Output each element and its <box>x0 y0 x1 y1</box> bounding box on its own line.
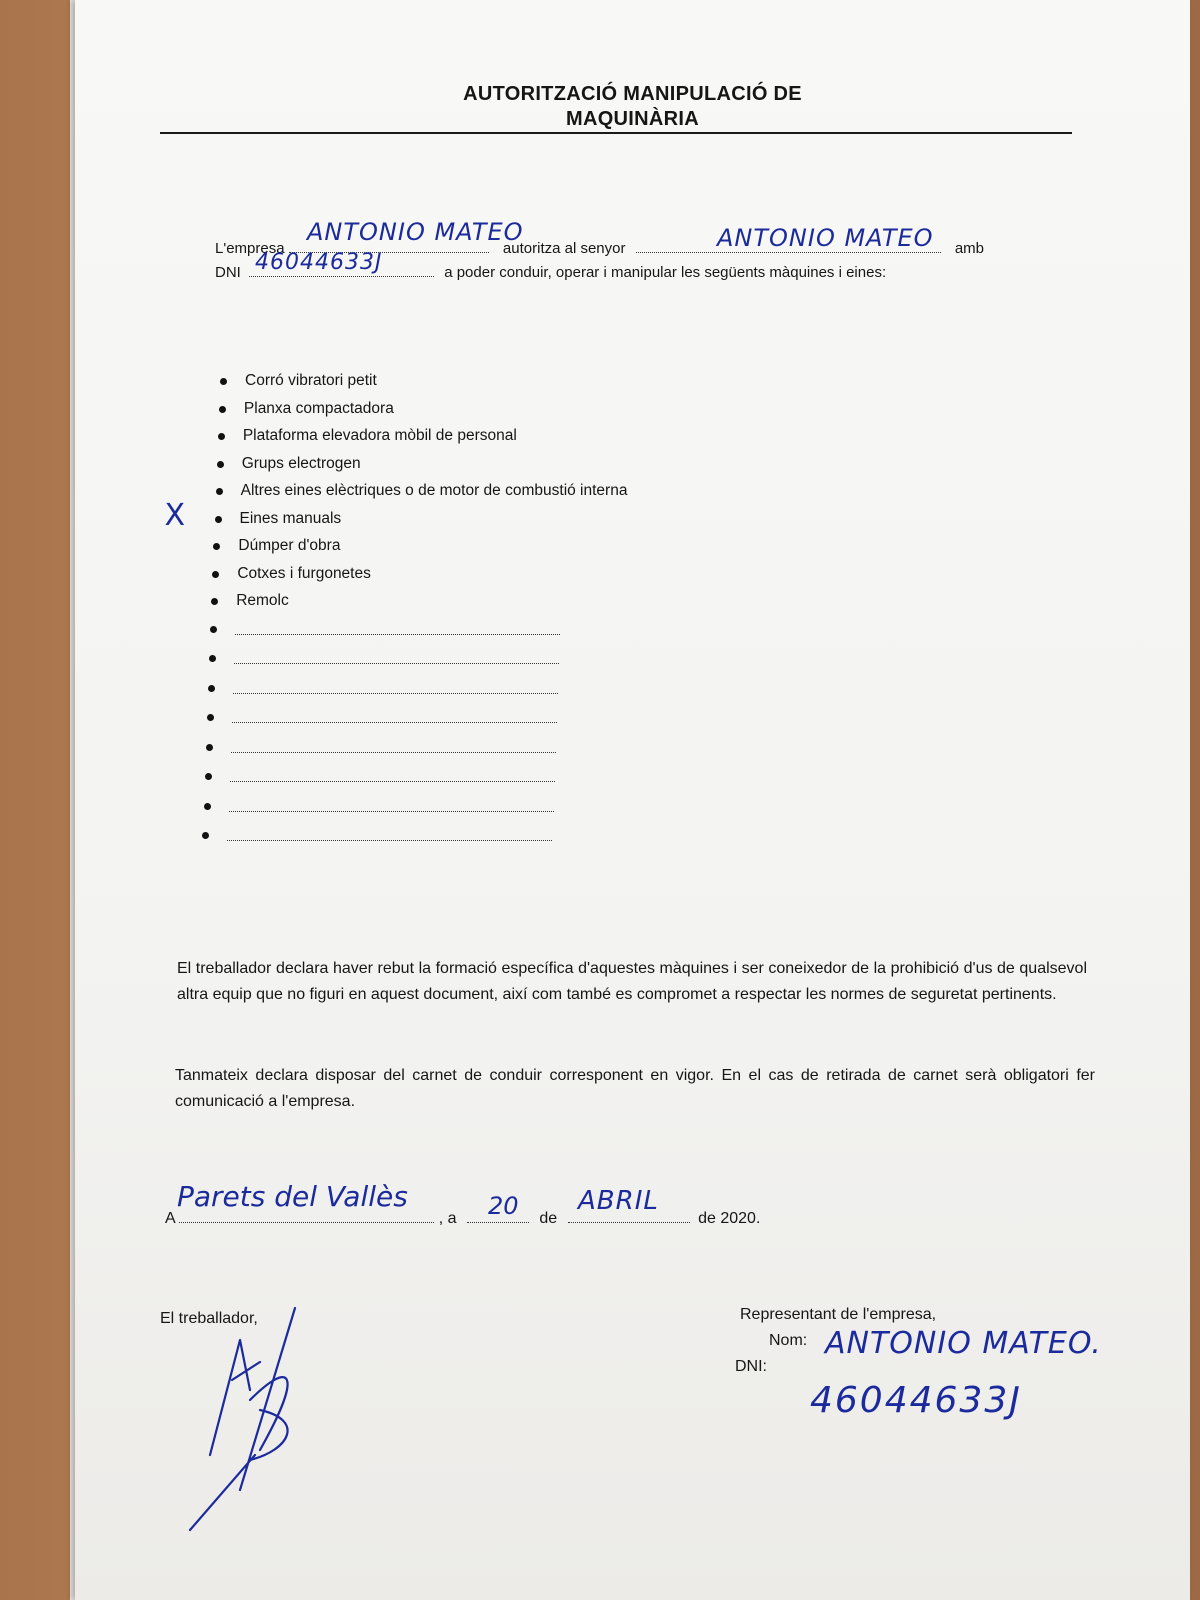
dni-handwritten: 46044633J <box>255 250 383 275</box>
rep-name-handwritten: ANTONIO MATEO. <box>825 1326 1102 1361</box>
title-underline <box>160 132 1072 134</box>
day-handwritten: 20 <box>488 1192 519 1220</box>
machine-item <box>211 592 623 620</box>
machine-item-label: Remolc <box>236 592 289 609</box>
autoritza-text: autoritza al senyor <box>502 240 626 257</box>
machine-list <box>164 372 632 856</box>
empresa-label: L'empresa <box>215 240 285 257</box>
machine-item <box>218 427 630 455</box>
machine-item-label: Corró vibratori petit <box>245 372 377 389</box>
dni-label-rep: DNI: <box>735 1358 767 1375</box>
blank-machine-item <box>204 797 616 827</box>
blank-machine-item <box>206 738 618 768</box>
place-handwritten: Parets del Vallès <box>177 1180 408 1213</box>
machine-item-label: Grups electrogen <box>241 454 361 472</box>
check-mark-icon: X <box>164 497 186 533</box>
blank-machine-item <box>208 679 620 709</box>
machine-item <box>220 372 632 400</box>
worker-signature-mark <box>130 1300 330 1550</box>
license-paragraph: Tanmateix declara disposar del carnet de conduir corresponent en vigor. En el cas de retirada de carnet serà obligatori fer comunicació a l'empresa. <box>175 1067 1095 1110</box>
machine-item <box>164 497 627 538</box>
amb-text: amb <box>954 240 985 257</box>
year-text: de 2020. <box>698 1210 761 1227</box>
title-line-1: AUTORITZACIÓ MANIPULACIÓ DE <box>463 83 802 105</box>
rep-label: Representant de l'empresa, <box>740 1306 937 1323</box>
machine-item <box>219 400 631 428</box>
document-title <box>75 82 1190 132</box>
worker-label: El treballador, <box>160 1310 258 1327</box>
machine-item-label: Cotxes i furgonetes <box>237 564 371 582</box>
document-page <box>75 0 1190 1600</box>
de-text-1: de <box>539 1210 558 1227</box>
rep-dni-handwritten: 46044633J <box>810 1380 1022 1421</box>
machine-item-label: Eines manuals <box>239 509 342 527</box>
comma-a-text: , a <box>438 1210 457 1227</box>
blank-line <box>231 738 556 753</box>
nom-label: Nom: <box>769 1332 808 1349</box>
machine-item <box>213 537 625 565</box>
machine-item <box>216 482 628 510</box>
blank-machine-item <box>205 767 617 797</box>
month-handwritten: ABRIL <box>578 1186 659 1216</box>
blank-machine-item <box>210 620 622 650</box>
blank-machine-item <box>202 826 614 856</box>
intro-rest-text: a poder conduir, operar i manipular les següents màquines i eines: <box>444 264 887 281</box>
machine-item <box>212 565 624 593</box>
blank-line <box>234 649 559 664</box>
blank-machine-item <box>209 649 621 679</box>
place-a-label: A <box>165 1210 175 1227</box>
machine-item <box>217 455 629 483</box>
blank-line <box>235 620 560 635</box>
machine-item-label: Dúmper d'obra <box>238 537 341 554</box>
blank-machine-item <box>207 708 619 738</box>
empresa-handwritten: ANTONIO MATEO <box>307 218 524 246</box>
blank-line <box>230 767 555 782</box>
machine-item-label: Plataforma elevadora mòbil de personal <box>242 427 517 444</box>
blank-line <box>233 679 558 694</box>
blank-line <box>227 826 552 841</box>
machine-item-label: Planxa compactadora <box>243 399 394 417</box>
senyor-handwritten: ANTONIO MATEO <box>717 224 934 252</box>
blank-line <box>232 708 557 723</box>
dni-label: DNI <box>215 264 241 281</box>
machine-item-label: Altres eines elèctriques o de motor de combustió interna <box>240 482 628 499</box>
blank-line <box>229 797 554 812</box>
declaration-paragraph: El treballador declara haver rebut la formació específica d'aquestes màquines i ser coneixedor de la prohibició d'us de qualsevol altra equip que no figuri en aquest document, així com també es compromet a respectar les normes de seguretat pertinents. <box>177 960 1087 1003</box>
title-line-2: MAQUINÀRIA <box>566 108 699 130</box>
